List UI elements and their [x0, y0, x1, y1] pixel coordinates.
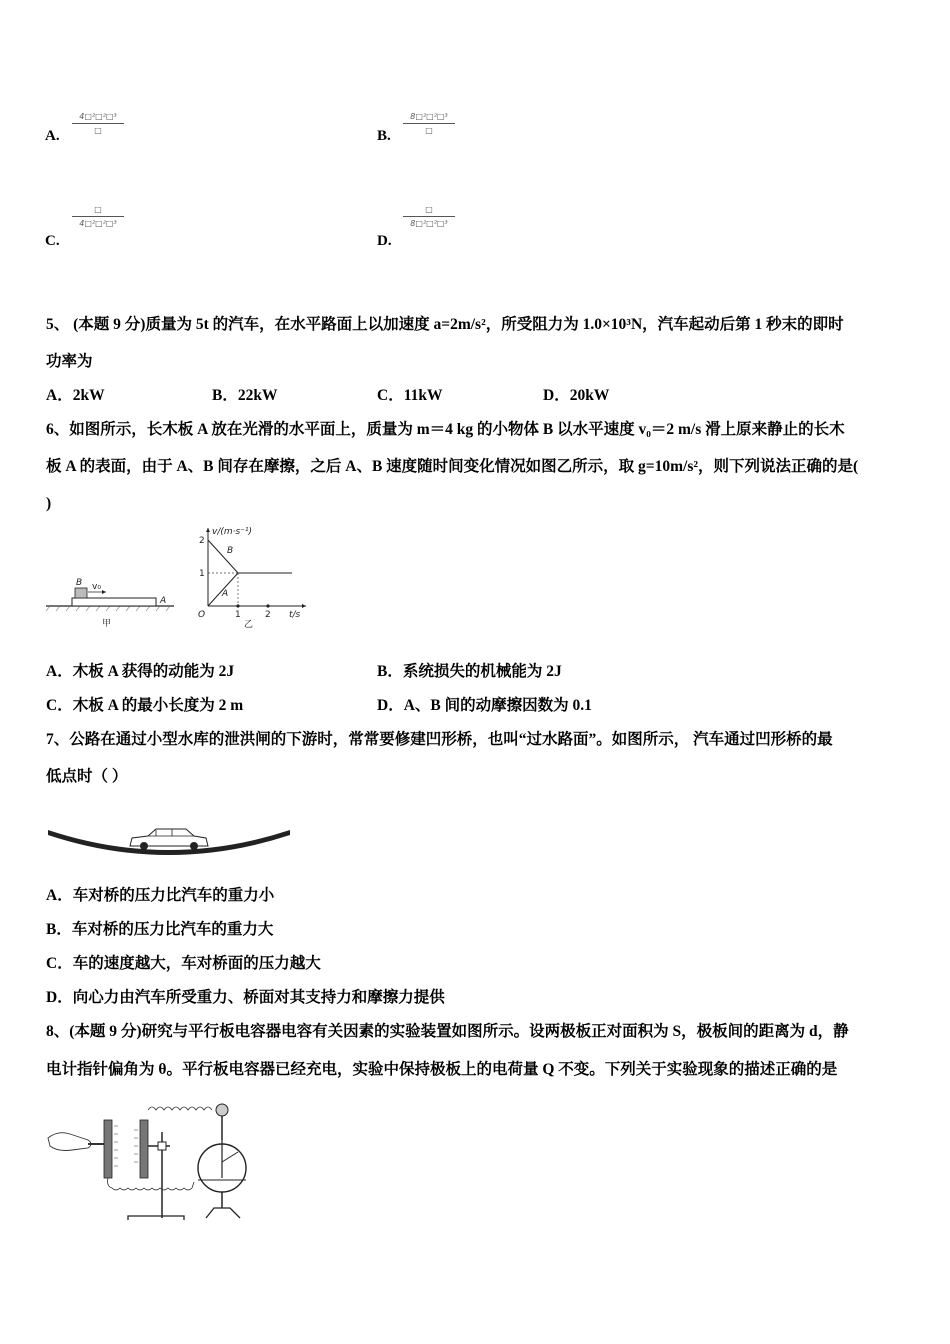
q4-option-a-numerator: 4□²□²□³	[79, 112, 117, 121]
q6-stem-line2: 板 A 的表面，由于 A、B 间存在摩擦，之后 A、B 速度随时间变化情况如图乙所示，取 g=10m/s²，则下列说法正确的是(	[46, 458, 859, 475]
q4-option-d-fraction	[403, 205, 455, 228]
q6-figure-left	[46, 578, 174, 629]
q6-board-a-shape	[72, 598, 156, 606]
q6-label-board-a: A	[160, 596, 167, 606]
q7-car-icon	[130, 829, 208, 850]
q4-option-d-denominator: 8□²□²□³	[410, 219, 448, 228]
q8-stem-line1: 8、(本题 9 分)研究与平行板电容器电容有关因素的实验装置如图所示。设两极板正对面积为 S，极板间的距离为 d，静	[46, 1023, 849, 1040]
q4-option-b-numerator: 8□²□²□³	[410, 112, 448, 121]
q6-curve-b-label: B	[227, 546, 234, 556]
q4-option-c-numerator: □	[94, 205, 102, 214]
q6-label-block-b: B	[76, 578, 83, 588]
q4-option-d-numerator: □	[425, 205, 433, 214]
q6-stem-line3: )	[46, 495, 52, 512]
q8-hand-icon	[48, 1133, 104, 1151]
q6-tick-y2: 2	[199, 536, 205, 546]
q6-tick-y1: 1	[199, 569, 205, 579]
q4-option-b-denominator: □	[425, 126, 433, 135]
q4-option-a-denominator: □	[94, 126, 102, 135]
q6-option-c: C．木板 A 的最小长度为 2 m	[46, 697, 244, 714]
q4-option-b-letter: B.	[377, 128, 391, 144]
q7-option-d: D．向心力由汽车所受重力、桥面对其支持力和摩擦力提供	[46, 989, 445, 1006]
q6-figure-right	[198, 527, 306, 630]
q5-option-a: A．2kW	[46, 387, 105, 404]
q7-stem-line2: 低点时（ ）	[46, 768, 128, 785]
q7-option-b: B．车对桥的压力比汽车的重力大	[46, 921, 274, 938]
q4-option-b-fraction	[403, 112, 455, 135]
q8-plate-right	[140, 1120, 148, 1178]
q8-electroscope	[198, 1104, 246, 1218]
q7-option-a: A．车对桥的压力比汽车的重力小	[46, 887, 275, 904]
q8-stem-line2: 电计指针偏角为 θ。平行板电容器已经充电，实验中保持极板上的电荷量 Q 不变。下列关于实验现象的描述正确的是	[46, 1061, 838, 1078]
q5-option-b: B．22kW	[212, 387, 278, 404]
q6-stem-line1: 6、如图所示，长木板 A 放在光滑的水平面上，质量为 m＝4 kg 的小物体 B 以水平速度 v₀＝2 m/s 滑上原来静止的长木	[46, 421, 845, 438]
q4-option-d-letter: D.	[377, 233, 392, 249]
q8-figure-capacitor	[44, 1092, 258, 1224]
q6-axis-y-label: v/(m·s⁻¹)	[212, 527, 253, 537]
q5-option-c: C．11kW	[377, 387, 443, 404]
q4-option-c-denominator: 4□²□²□³	[79, 219, 117, 228]
q5-option-d: D．20kW	[543, 387, 610, 404]
q8-plate-left	[104, 1120, 112, 1178]
q6-curve-a-label: A	[222, 589, 229, 599]
q6-axis-x-label: t/s	[289, 610, 301, 620]
q7-stem-line1: 7、公路在通过小型水库的泄洪闸的下游时，常常要修建凹形桥，也叫“过水路面”。如图所示， 汽车通过凹形桥的最	[46, 731, 833, 748]
q4-option-a-letter: A.	[45, 128, 60, 144]
q5-stem-line2: 功率为	[46, 353, 93, 370]
q6-label-v0: v₀	[92, 582, 101, 592]
q6-curve-b-line	[208, 540, 238, 573]
q5-stem-line1: 5、 (本题 9 分)质量为 5t 的汽车，在水平路面上以加速度 a=2m/s²，所受阻力为 1.0×10³N，汽车起动后第 1 秒末的即时	[46, 316, 844, 333]
q6-block-b-shape	[75, 588, 87, 598]
q7-option-c: C．车的速度越大，车对桥面的压力越大	[46, 955, 321, 972]
q6-origin-label: O	[198, 610, 206, 620]
q6-label-yi: 乙	[244, 620, 254, 630]
q6-label-jia: 甲	[102, 619, 112, 629]
q6-option-b: B．系统损失的机械能为 2J	[377, 663, 562, 680]
q6-figure	[44, 522, 314, 632]
q6-option-d: D．A、B 间的动摩擦因数为 0.1	[377, 697, 592, 714]
q4-option-a-fraction	[72, 112, 124, 135]
q6-tick-x1: 1	[235, 610, 241, 620]
q6-option-a: A．木板 A 获得的动能为 2J	[46, 663, 235, 680]
q4-option-c-fraction	[72, 205, 124, 228]
q6-tick-x2: 2	[265, 610, 271, 620]
q7-figure-bridge	[46, 818, 294, 860]
q4-option-c-letter: C.	[45, 233, 60, 249]
